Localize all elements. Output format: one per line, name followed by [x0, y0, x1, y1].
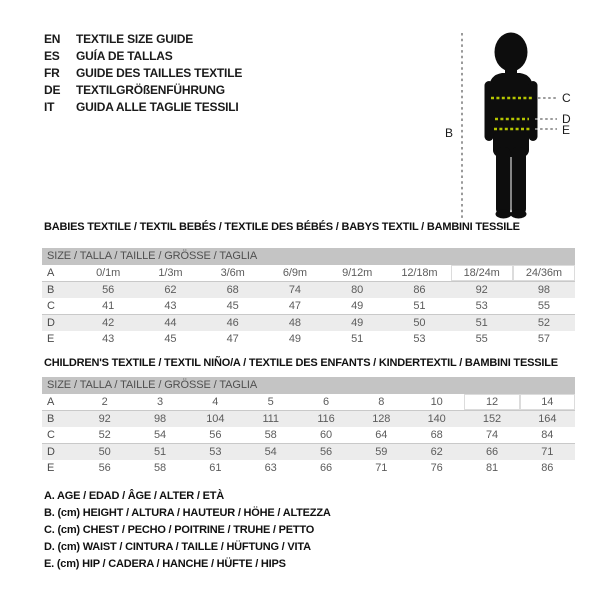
table-cell: 51: [153, 446, 167, 458]
table-cell: 80: [351, 284, 364, 296]
table-cell: 66: [319, 462, 332, 474]
row-label: B: [47, 284, 55, 296]
language-row-fr: [44, 65, 242, 82]
table-cell: 59: [375, 446, 388, 458]
language-code: ES: [44, 49, 60, 63]
table-cell: 3/6m: [202, 265, 264, 282]
table-row: [42, 427, 575, 444]
table-cell: 5: [243, 394, 298, 411]
table-row: [42, 394, 575, 411]
table-row: [42, 444, 575, 461]
child-body-icon: [485, 33, 538, 219]
row-label: A: [42, 394, 77, 411]
table-cell: 68: [409, 427, 464, 444]
language-title: TEXTILGRÖßENFÜHRUNG: [76, 83, 225, 97]
table-cell: 86: [541, 462, 554, 474]
table-cell: 164: [538, 413, 557, 425]
table-cell: 51: [351, 333, 364, 345]
table-cell: 55: [513, 298, 575, 315]
row-label: A: [42, 265, 77, 282]
table-cell: 56: [102, 284, 115, 296]
table-cell: 92: [98, 413, 111, 425]
table-cell: 61: [209, 462, 222, 474]
table-cell: 58: [243, 427, 298, 444]
table-cell: 111: [262, 413, 279, 425]
children-section-title: CHILDREN'S TEXTILE / TEXTIL NIÑO/A / TEXTILE DES ENFANTS / KINDERTEXTIL / BAMBINI TESSILE: [44, 357, 558, 369]
language-row-de: [44, 82, 242, 99]
table-cell: 14: [520, 394, 575, 411]
hip-label: E: [562, 123, 571, 137]
table-cell: 74: [464, 427, 519, 444]
row-label: B: [47, 413, 55, 425]
table-cell: 49: [288, 333, 301, 345]
table-cell: 49: [351, 317, 364, 329]
language-title: GUIDE DES TAILLES TEXTILE: [76, 66, 243, 80]
table-cell: 74: [288, 284, 301, 296]
table-row: [42, 460, 575, 476]
table-cell: 98: [537, 284, 550, 296]
table-row: [42, 411, 575, 428]
table-cell: 140: [427, 413, 446, 425]
table-cell: 63: [264, 462, 277, 474]
table-cell: 60: [298, 427, 353, 444]
babies-size-table: [42, 248, 575, 347]
table-cell: 58: [153, 462, 167, 474]
table-cell: 43: [102, 333, 115, 345]
table-cell: 128: [372, 413, 391, 425]
table-row: [42, 282, 575, 299]
table-cell: 49: [326, 298, 388, 315]
legend-age: A. AGE / EDAD / ÂGE / ALTER / ETÀ: [44, 490, 225, 502]
table-cell: 54: [264, 446, 277, 458]
table-cell: 46: [226, 317, 239, 329]
height-label: B: [445, 126, 454, 140]
table-cell: 50: [413, 317, 426, 329]
table-cell: 64: [354, 427, 409, 444]
table-cell: 47: [264, 298, 326, 315]
table-row: [42, 298, 575, 315]
table-cell: 55: [475, 333, 488, 345]
table-cell: 52: [77, 427, 132, 444]
measurement-legend: [44, 488, 331, 573]
table-cell: 84: [520, 427, 575, 444]
language-code: EN: [44, 32, 61, 46]
table-cell: 45: [164, 333, 177, 345]
table-cell: 54: [132, 427, 187, 444]
table-cell: 12: [464, 394, 519, 411]
babies-section-title: BABIES TEXTILE / TEXTIL BEBÉS / TEXTILE DES BÉBÉS / BABYS TEXTIL / BAMBINI TESSILE: [44, 221, 520, 233]
table-cell: 48: [288, 317, 301, 329]
table-cell: 4: [188, 394, 243, 411]
legend-hip: E. (cm) HIP / CADERA / HANCHE / HÜFTE / HIPS: [44, 558, 286, 570]
language-code: FR: [44, 66, 60, 80]
waist-label: D: [562, 112, 571, 126]
table-cell: 45: [202, 298, 264, 315]
table-cell: 68: [226, 284, 239, 296]
babies-table: [42, 265, 575, 347]
table-cell: 76: [430, 462, 443, 474]
size-header-bar: SIZE / TALLA / TAILLE / GRÖSSE / TAGLIA: [42, 248, 575, 265]
table-cell: 2: [77, 394, 132, 411]
table-cell: 51: [475, 317, 488, 329]
table-cell: 6: [298, 394, 353, 411]
table-cell: 51: [388, 298, 450, 315]
child-silhouette-diagram: [440, 15, 600, 230]
row-label: C: [42, 298, 77, 315]
row-label: E: [47, 333, 55, 345]
table-cell: 52: [537, 317, 550, 329]
table-cell: 56: [188, 427, 243, 444]
table-cell: 43: [139, 298, 201, 315]
table-cell: 8: [354, 394, 409, 411]
table-cell: 66: [485, 446, 498, 458]
table-cell: 92: [475, 284, 488, 296]
table-cell: 53: [451, 298, 513, 315]
table-row: [42, 331, 575, 347]
table-cell: 47: [226, 333, 239, 345]
table-cell: 56: [319, 446, 332, 458]
table-cell: 9/12m: [326, 265, 388, 282]
table-cell: 10: [409, 394, 464, 411]
table-cell: 53: [209, 446, 222, 458]
table-row: [42, 265, 575, 282]
table-cell: 6/9m: [264, 265, 326, 282]
size-header-bar: SIZE / TALLA / TAILLE / GRÖSSE / TAGLIA: [42, 377, 575, 394]
table-row: [42, 315, 575, 332]
legend-waist: D. (cm) WAIST / CINTURA / TAILLE / HÜFTUNG / VITA: [44, 541, 311, 553]
legend-chest: C. (cm) CHEST / PECHO / POITRINE / TRUHE / PETTO: [44, 524, 315, 536]
chest-label: C: [562, 91, 571, 105]
row-label: E: [47, 462, 55, 474]
table-cell: 18/24m: [451, 265, 513, 282]
table-cell: 1/3m: [139, 265, 201, 282]
table-cell: 81: [485, 462, 498, 474]
table-cell: 62: [430, 446, 443, 458]
table-cell: 42: [102, 317, 115, 329]
table-cell: 12/18m: [388, 265, 450, 282]
children-table: [42, 394, 575, 476]
language-title: TEXTILE SIZE GUIDE: [76, 32, 194, 46]
table-cell: 24/36m: [513, 265, 575, 282]
row-label: D: [47, 317, 55, 329]
table-cell: 152: [482, 413, 501, 425]
table-cell: 104: [206, 413, 225, 425]
language-code: DE: [44, 83, 61, 97]
language-title: GUIDA ALLE TAGLIE TESSILI: [76, 100, 239, 114]
table-cell: 41: [77, 298, 139, 315]
language-row-it: [44, 99, 242, 116]
table-cell: 62: [164, 284, 177, 296]
table-cell: 53: [413, 333, 426, 345]
language-code: IT: [44, 100, 55, 114]
measurement-figure: [440, 15, 600, 230]
language-title: GUÍA DE TALLAS: [76, 49, 173, 63]
table-cell: 98: [153, 413, 167, 425]
children-size-table: [42, 377, 575, 476]
language-list: [44, 31, 242, 116]
table-cell: 0/1m: [77, 265, 139, 282]
table-cell: 3: [132, 394, 187, 411]
table-cell: 44: [164, 317, 177, 329]
table-cell: 71: [375, 462, 388, 474]
row-label: C: [42, 427, 77, 444]
legend-height: B. (cm) HEIGHT / ALTURA / HAUTEUR / HÖHE / ALTEZZA: [44, 507, 331, 519]
table-cell: 56: [98, 462, 111, 474]
row-label: D: [47, 446, 55, 458]
table-cell: 71: [541, 446, 554, 458]
table-cell: 50: [98, 446, 111, 458]
language-row-en: [44, 31, 242, 48]
table-cell: 86: [413, 284, 426, 296]
language-row-es: [44, 48, 242, 65]
table-cell: 57: [537, 333, 550, 345]
table-cell: 116: [317, 413, 335, 425]
